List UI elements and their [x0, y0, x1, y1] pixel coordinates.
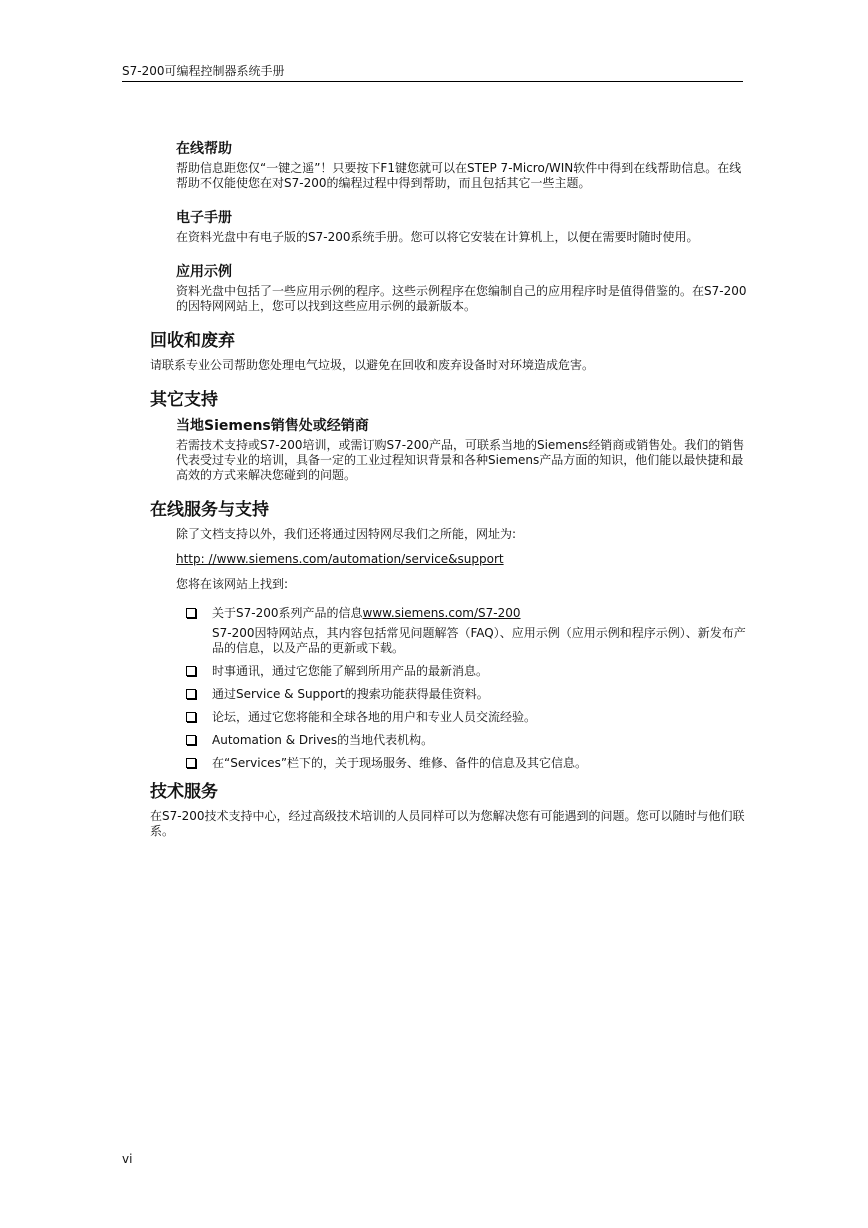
section-other-support — [150, 389, 750, 483]
recycling-text: 请联系专业公司帮助您处理电气垃圾，以避免在回收和废弃设备时对环境造成危害。 — [150, 358, 595, 372]
checkbox-bullet-icon — [186, 689, 196, 699]
app-examples-text: 资料光盘中包括了一些应用示例的程序。这些示例程序在您编制自己的应用程序时是值得借鉴的。在S7-200的因特网网站上，您可以找到这些应用示例的最新版本。 — [176, 284, 747, 313]
other-support-heading: 其它支持 — [150, 390, 218, 410]
other-support-text: 若需技术支持或S7-200培训，或需订购S7-200产品，可联系当地的Siemens经销商或销售处。我们的销售代表受过专业的培训，具备一定的工业过程知识背景和各种Siemens产品方面的知识，他们能以最快捷和最高效的方式来解决您碰到的问题。 — [176, 438, 745, 482]
local-siemens-heading: 当地Siemens销售处或经销商 — [176, 418, 369, 434]
checkbox-bullet-icon — [186, 712, 196, 722]
section-e-manual — [176, 209, 750, 245]
tech-service-text: 在S7-200技术支持中心，经过高级技术培训的人员同样可以为您解决您有可能遇到的问题。您可以随时与他们联系。 — [150, 809, 745, 838]
list-item: 通过Service & Support的搜索功能获得最佳资料。 — [176, 687, 750, 702]
page-number: vi — [122, 1152, 133, 1166]
support-url-link[interactable]: http: //www.siemens.com/automation/service&support — [176, 552, 504, 566]
find-text: 您将在该网站上找到: — [176, 577, 289, 591]
list-item-detail: S7-200因特网站点，其内容包括常见问题解答（FAQ）、应用示例（应用示例和程序示例）、新发布产品的信息，以及产品的更新或下载。 — [212, 626, 746, 655]
section-app-examples — [176, 263, 750, 314]
e-manual-text: 在资料光盘中有电子版的S7-200系统手册。您可以将它安装在计算机上，以便在需要时随时使用。 — [176, 230, 699, 244]
list-item: 时事通讯，通过它您能了解到所用产品的最新消息。 — [176, 664, 750, 679]
tech-service-heading: 技术服务 — [150, 782, 218, 802]
section-online-help — [176, 140, 750, 191]
section-online-service — [150, 499, 750, 771]
list-item: Automation & Drives的当地代表机构。 — [176, 733, 750, 748]
checkbox-bullet-icon — [186, 666, 196, 676]
checkbox-bullet-icon — [186, 735, 196, 745]
online-service-intro: 除了文档支持以外，我们还将通过因特网尽我们之所能，网址为: — [176, 527, 517, 541]
section-tech-service — [150, 781, 750, 839]
list-item: 在“Services”栏下的，关于现场服务、维修、备件的信息及其它信息。 — [176, 756, 750, 771]
checkbox-bullet-icon — [186, 608, 196, 618]
section-recycling — [150, 330, 750, 373]
app-examples-heading: 应用示例 — [176, 264, 232, 280]
recycling-heading: 回收和废弃 — [150, 331, 235, 351]
e-manual-heading: 电子手册 — [176, 210, 232, 226]
online-help-text: 帮助信息距您仅“一键之遥”！只要按下F1键您就可以在STEP 7-Micro/WIN软件中得到在线帮助信息。在线帮助不仅能使您在对S7-200的编程过程中得到帮助，而且包括其它一些主题。 — [176, 161, 742, 190]
checkbox-bullet-icon — [186, 758, 196, 768]
list-item: 关于S7-200系列产品的信息www.siemens.com/S7-200 S7-200因特网站点，其内容包括常见问题解答（FAQ）、应用示例（应用示例和程序示例）、新发布产品的信息，以及产品的更新或下载。 — [176, 606, 750, 656]
resource-list — [176, 606, 750, 771]
running-header: S7-200可编程控制器系统手册 — [122, 62, 743, 82]
list-item: 论坛，通过它您将能和全球各地的用户和专业人员交流经验。 — [176, 710, 750, 725]
page-content — [150, 140, 750, 839]
s7-200-link[interactable]: www.siemens.com/S7-200 — [362, 606, 521, 620]
online-help-heading: 在线帮助 — [176, 141, 232, 157]
online-service-heading: 在线服务与支持 — [150, 500, 269, 520]
